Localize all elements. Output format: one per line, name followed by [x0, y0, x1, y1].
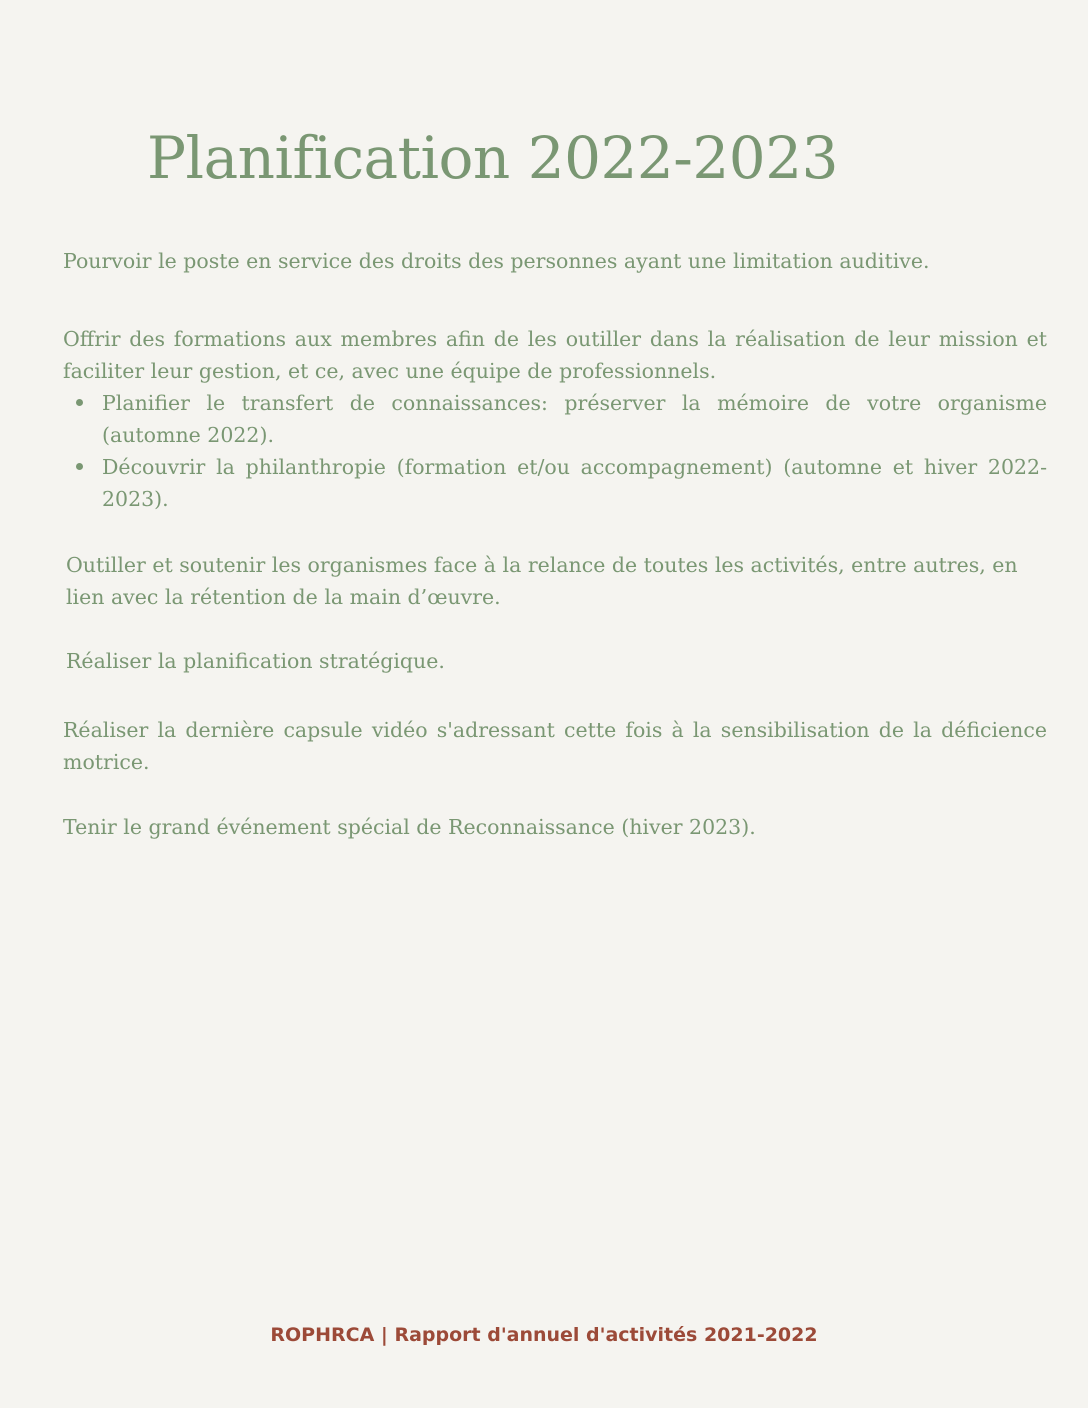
bullet-icon — [76, 463, 83, 470]
page-title: Planification 2022-2023 — [147, 124, 839, 192]
list-item-text: Découvrir la philanthropie (formation et/ou accompagnement) (automne et hiver 2022-2023). — [102, 455, 1047, 511]
paragraph-training: Offrir des formations aux membres afin de les outiller dans la réalisation de leur mission et faciliter leur gestion, et ce, avec une équipe de professionnels. — [63, 327, 1047, 383]
paragraph-recruit-position: Pourvoir le poste en service des droits des personnes ayant une limitation auditive. — [63, 249, 930, 273]
bullet-icon — [76, 399, 83, 406]
paragraph-video-capsule: Réaliser la dernière capsule vidéo s'adressant cette fois à la sensibilisation de la déficience motrice. — [63, 718, 1047, 774]
list-item-text: Planifier le transfert de connaissances: préserver la mémoire de votre organisme (automne 2022). — [102, 391, 1047, 447]
paragraph-strategic-planning: Réaliser la planification stratégique. — [66, 649, 445, 673]
page-footer: ROPHRCA | Rapport d'annuel d'activités 2021-2022 — [270, 1324, 818, 1346]
paragraph-recognition-event: Tenir le grand événement spécial de Reconnaissance (hiver 2023). — [63, 815, 756, 839]
list-item — [63, 451, 1047, 515]
list-item — [63, 387, 1047, 451]
paragraph-support-organizations: Outiller et soutenir les organismes face à la relance de toutes les activités, entre autres, en lien avec la rétention de la main d’œuvre. — [66, 553, 1018, 609]
training-list — [63, 387, 1047, 515]
